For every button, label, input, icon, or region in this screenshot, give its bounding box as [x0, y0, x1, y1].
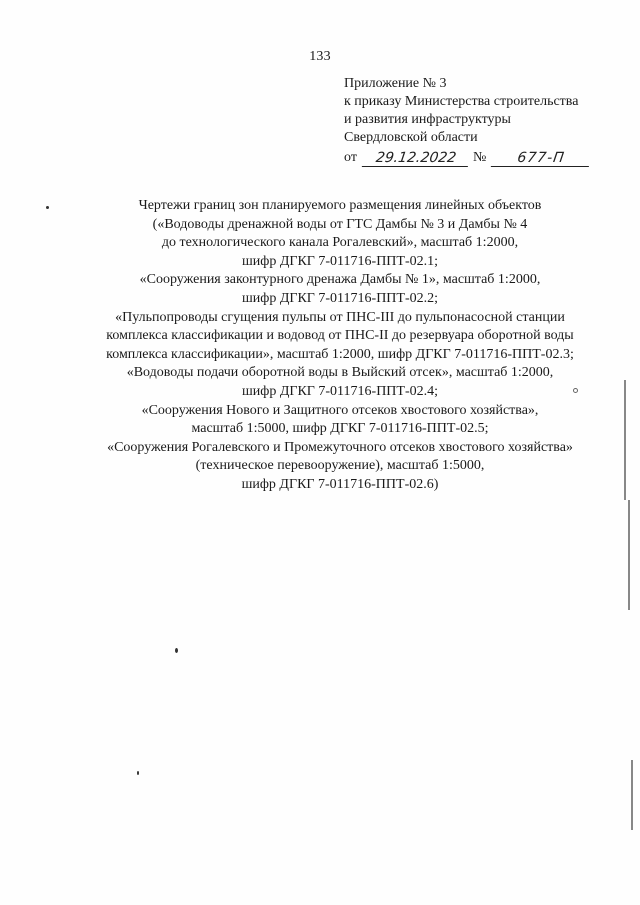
- scan-speck: [46, 206, 49, 209]
- title-line: шифр ДГКГ 7-011716-ППТ-02.2;: [241, 290, 439, 306]
- number-sign: №: [472, 150, 487, 165]
- scan-edge-line: [631, 760, 633, 830]
- scan-speck: [573, 388, 578, 393]
- title-line: шифр ДГКГ 7-011716-ППТ-02.1;: [241, 253, 439, 269]
- title-line: (техническое перевооружение), масштаб 1:5000,: [195, 458, 485, 474]
- title-line: шифр ДГКГ 7-011716-ППТ-02.4;: [241, 383, 439, 399]
- appendix-line: к приказу Министерства строительства: [344, 94, 579, 109]
- title-line: Чертежи границ зон планируемого размещения линейных объектов: [138, 198, 542, 213]
- title-line: шифр ДГКГ 7-011716-ППТ-02.6): [241, 476, 439, 492]
- appendix-line: Приложение № 3: [344, 76, 447, 91]
- title-line: («Водоводы дренажной воды от ГТС Дамбы № 3 и Дамбы № 4: [152, 216, 528, 232]
- date-prefix: от: [344, 150, 357, 165]
- title-line: «Водоводы подачи оборотной воды в Выйский отсек», масштаб 1:2000,: [126, 365, 554, 381]
- drawings-title-block: [70, 197, 610, 495]
- title-line: «Пульпопроводы сгущения пульпы от ПНС-III до пульпонасосной станции: [115, 309, 565, 325]
- appendix-header: [344, 75, 614, 167]
- title-line: комплекса классификации и водовод от ПНС-II до резервуара оборотной воды: [106, 328, 574, 344]
- title-line: комплекса классификации», масштаб 1:2000, шифр ДГКГ 7-011716-ППТ-02.3;: [106, 346, 574, 362]
- scan-edge-line: [624, 380, 626, 500]
- page-number: 133: [309, 49, 331, 64]
- order-number: 677-П: [491, 150, 591, 167]
- scan-edge-line: [628, 500, 630, 610]
- title-line: «Сооружения законтурного дренажа Дамбы № 1», масштаб 1:2000,: [139, 272, 541, 288]
- appendix-line: и развития инфраструктуры: [344, 112, 511, 127]
- title-line: до технологического канала Рогалевский», масштаб 1:2000,: [161, 235, 519, 251]
- title-line: «Сооружения Нового и Защитного отсеков хвостового хозяйства»,: [141, 402, 539, 418]
- scan-speck: [137, 771, 139, 775]
- title-line: «Сооружения Рогалевского и Промежуточного отсеков хвостового хозяйства»: [107, 439, 573, 455]
- order-date: 29.12.2022: [362, 150, 470, 167]
- title-line: масштаб 1:5000, шифр ДГКГ 7-011716-ППТ-02.5;: [191, 421, 489, 437]
- order-date-number-row: [344, 149, 614, 167]
- scan-speck: [175, 648, 178, 653]
- appendix-line: Свердловской области: [344, 130, 478, 145]
